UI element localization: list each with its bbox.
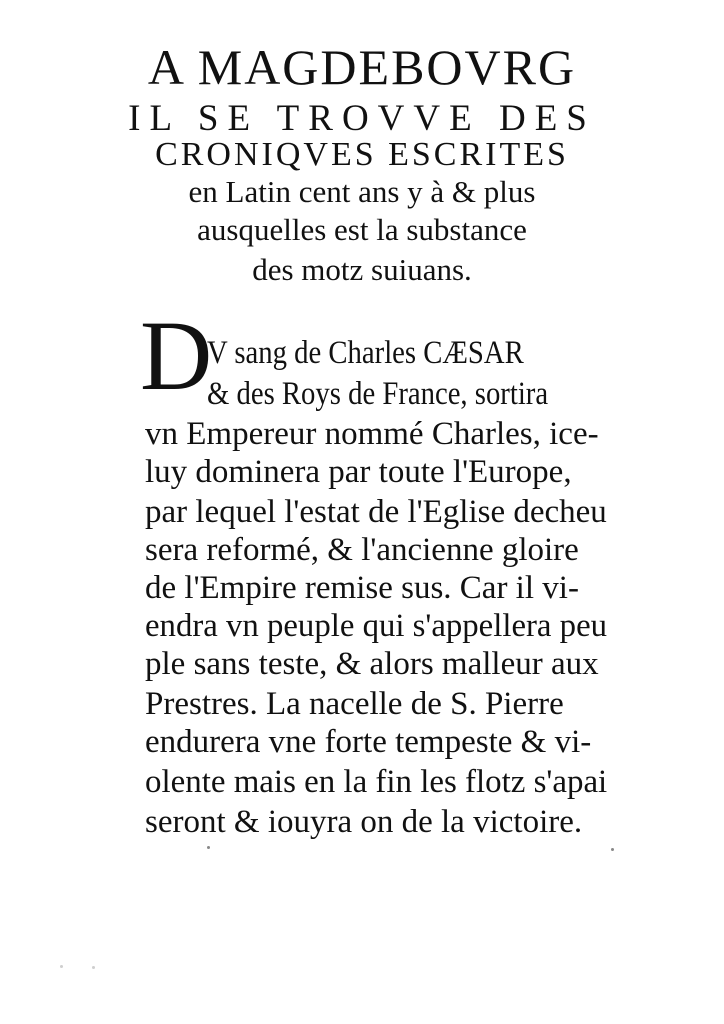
body-line-8: endra vn peuple qui s'appellera peu xyxy=(145,608,608,644)
body-line-6: sera reformé, & l'ancienne gloire xyxy=(145,532,579,568)
body-line-4: luy dominera par toute l'Europe, xyxy=(145,454,572,490)
body-line-2: & des Roys de France, sortira xyxy=(207,376,549,412)
ink-speck xyxy=(92,966,95,969)
body-line-11: endurera vne forte tempeste & vi- xyxy=(145,724,592,760)
heading-line-2: IL SE TROVVE DES xyxy=(128,98,596,139)
heading-line-1: A MAGDEBOVRG xyxy=(147,39,577,95)
ink-speck xyxy=(611,848,614,851)
body-line-5: par lequel l'estat de l'Eglise decheu xyxy=(145,494,607,530)
body-line-3: vn Empereur nommé Charles, ice- xyxy=(145,416,599,452)
ink-speck xyxy=(60,965,63,968)
heading-line-6: des motz suiuans. xyxy=(252,252,472,287)
heading-line-3: CRONIQVES ESCRITES xyxy=(155,136,569,173)
body-line-7: de l'Empire remise sus. Car il vi- xyxy=(145,570,579,606)
body-line-9: ple sans teste, & alors malleur aux xyxy=(145,646,599,682)
ink-speck xyxy=(207,846,210,849)
body-line-12: olente mais en la fin les flotz s'apai xyxy=(145,764,608,800)
heading-line-4: en Latin cent ans y à & plus xyxy=(188,174,536,209)
drop-cap: D xyxy=(140,300,213,411)
body-line-13: seront & iouyra on de la victoire. xyxy=(145,804,583,840)
heading-line-5: ausquelles est la substance xyxy=(197,212,527,247)
body-line-10: Prestres. La nacelle de S. Pierre xyxy=(145,686,564,722)
body-line-1: V sang de Charles CÆSAR xyxy=(207,335,524,371)
